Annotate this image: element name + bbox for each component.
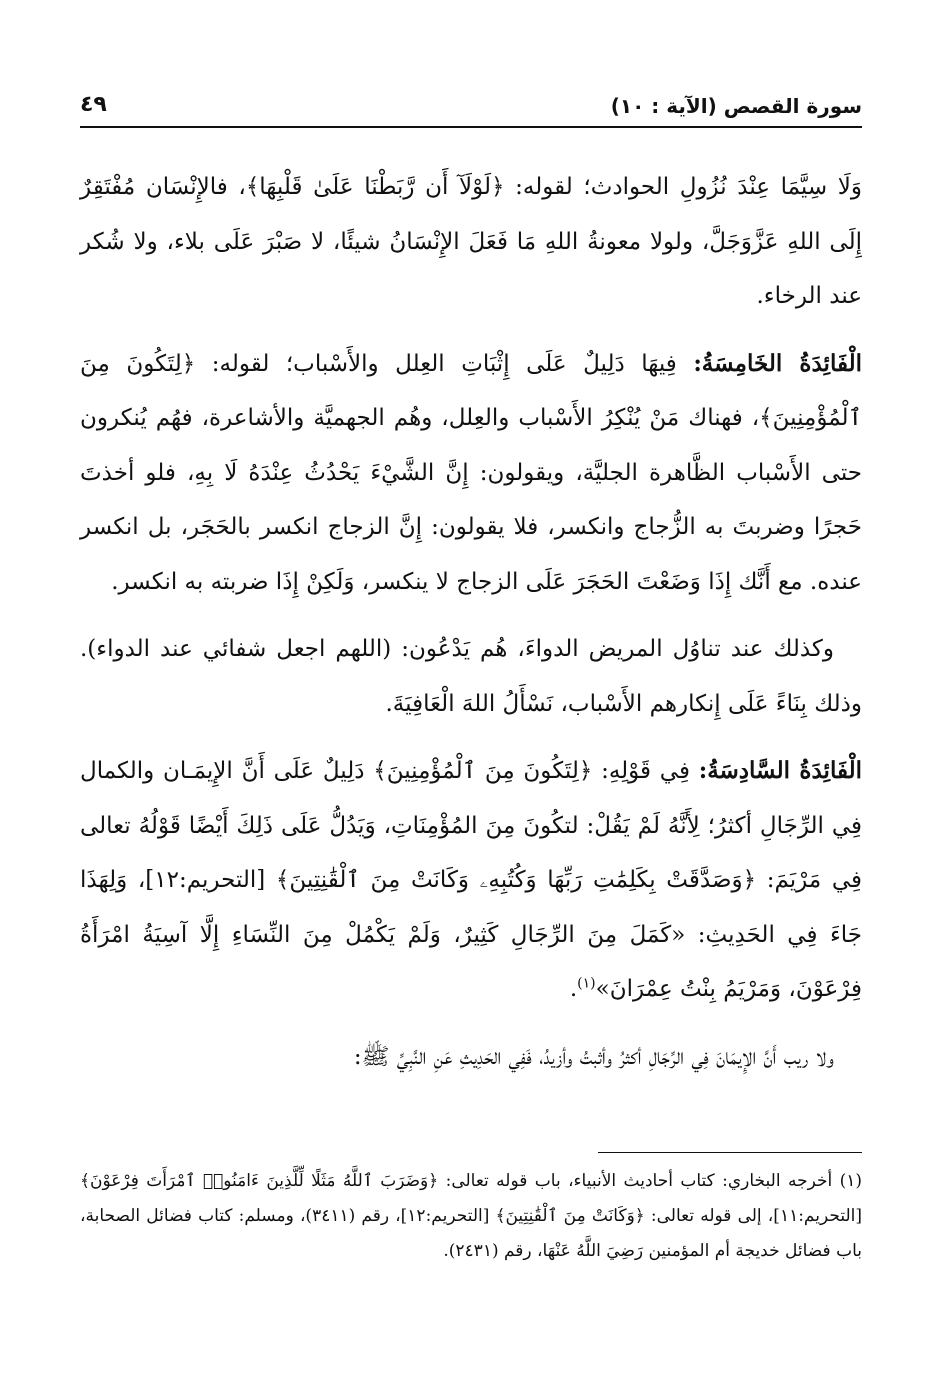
paragraph-3 <box>80 622 862 731</box>
footnote-divider <box>598 1152 862 1153</box>
running-header <box>80 88 862 126</box>
surah-title: سورة القصص (الآية : ١٠) <box>610 94 862 118</box>
footnote-reference[interactable]: (١) <box>577 975 596 992</box>
paragraph-2-text: فِيهَا دَلِيلٌ عَلَى إِثْبَاتِ العِلل والأَسْباب؛ لقوله: ﴿لِتَكُونَ مِنَ ٱلْمُؤْمِنِينَ﴾، فهناك مَنْ يُنْكِرُ الأَسْباب والعِلل، وهُم الجهميَّة والأشاعرة، فهُم يُنكرون حتى الأَسْباب الظَّاهرة الجليَّة، ويقولون: إِنَّ الشَّيْءَ يَحْدُثُ عِنْدَهُ لَا بِهِ، فلو أخذتَ حَجرًا وضربتَ به الزُّجاج وانكسر، فلا يقولون: إِنَّ الزجاج انكسر بالحَجَر، بل انكسر عنده. مع أَنَّك إِذَا وَضَعْتَ الحَجَرَ عَلَى الزجاج لا ينكسر، وَلَكِنْ إِذَا ضربته به انكسر. <box>80 350 862 595</box>
paragraph-5 <box>80 1030 862 1085</box>
paragraph-4-text: فِي قَوْلِهِ: ﴿لِتَكُونَ مِنَ ٱلْمُؤْمِنِينَ﴾ دَلِيلٌ عَلَى أَنَّ الإِيمَـان والكمال فِي الرِّجَالِ أكثرُ؛ لِأَنَّهُ لَمْ يَقُلْ: لتكُونَ مِنَ المُؤْمِنَاتِ، وَيَدُلُّ عَلَى ذَلِكَ أَيْضًا قَوْلُهُ تعالى فِي مَرْيَمَ: ﴿وَصَدَّقَتْ بِكَلِمَٰتِ رَبِّهَا وَكُتُبِهِۦ وَكَانَتْ مِنَ ٱلْقَٰنِتِينَ﴾ [التحريم:١٢]، وَلِهَذَا جَاءَ فِي الحَدِيثِ: «كَمَلَ مِنَ الرِّجَالِ كَثِيرٌ، وَلَمْ يَكْمُلْ مِنَ النِّسَاءِ إِلَّا آسِيَةُ امْرَأَةُ فِرْعَوْنَ، وَمَرْيَمُ بِنْتُ عِمْرَانَ» <box>80 758 862 1002</box>
paragraph-1-text: وَلَا سِيَّمَا عِنْدَ نُزُولِ الحوادث؛ لقوله: ﴿لَوْلَآ أَن رَّبَطْنَا عَلَىٰ قَلْبِهَا﴾، فالإِنْسَان مُفْتَقِرٌ إِلَى اللهِ عَزَّوَجَلَّ، ولولا معونةُ اللهِ مَا فَعَلَ الإِنْسَانُ شيئًا، لا صَبْرَ عَلَى بلاء، ولا شُكر عند الرخاء. <box>80 174 862 309</box>
header-divider <box>80 126 862 128</box>
paragraph-5-text: ولا ريب أَنَّ الإِيمَانَ فِي الرِّجَالِ أكثرُ وأثبتُ وأزيدُ، فَفِي الحَدِيثِ عَنِ النَّبِيِّ ﷺ: <box>353 1043 834 1070</box>
paragraph-4 <box>80 744 862 1017</box>
main-text <box>80 160 862 1097</box>
paragraph-3-text: وكذلك عند تناوُل المريض الدواءَ، هُم يَدْعُون: (اللهم اجعل شفائي عند الدواء). وذلك بِنَاءً عَلَى إِنكارهم الأَسْباب، نَسْأَلُ اللهَ الْعَافِيَةَ. <box>80 636 862 717</box>
benefit-5-heading: الْفَائِدَةُ الخَامِسَةُ: <box>693 349 862 377</box>
paragraph-1 <box>80 160 862 324</box>
paragraph-2 <box>80 337 862 610</box>
footnotes <box>80 1164 862 1269</box>
benefit-6-heading: الْفَائِدَةُ السَّادِسَةُ: <box>698 757 862 784</box>
footnote-1: (١) أخرجه البخاري: كتاب أحاديث الأنبياء، باب قوله تعالى: ﴿وَضَرَبَ ٱللَّهُ مَثَلًا لِّلَّذِينَ ءَامَنُوا۟ ٱمْرَأَتَ فِرْعَوْنَ﴾ [التحريم:١١]، إلى قوله تعالى: ﴿وَكَانَتْ مِنَ ٱلْقَٰنِتِينَ﴾ [التحريم:١٢]، رقم (٣٤١١)، ومسلم: كتاب فضائل الصحابة، باب فضائل خديجة أم المؤمنين رَضِيَ اللَّهُ عَنْهَا، رقم (٢٤٣١). <box>80 1171 862 1261</box>
page-number: ٤٩ <box>80 92 107 117</box>
paragraph-4-tail: . <box>569 976 578 1002</box>
